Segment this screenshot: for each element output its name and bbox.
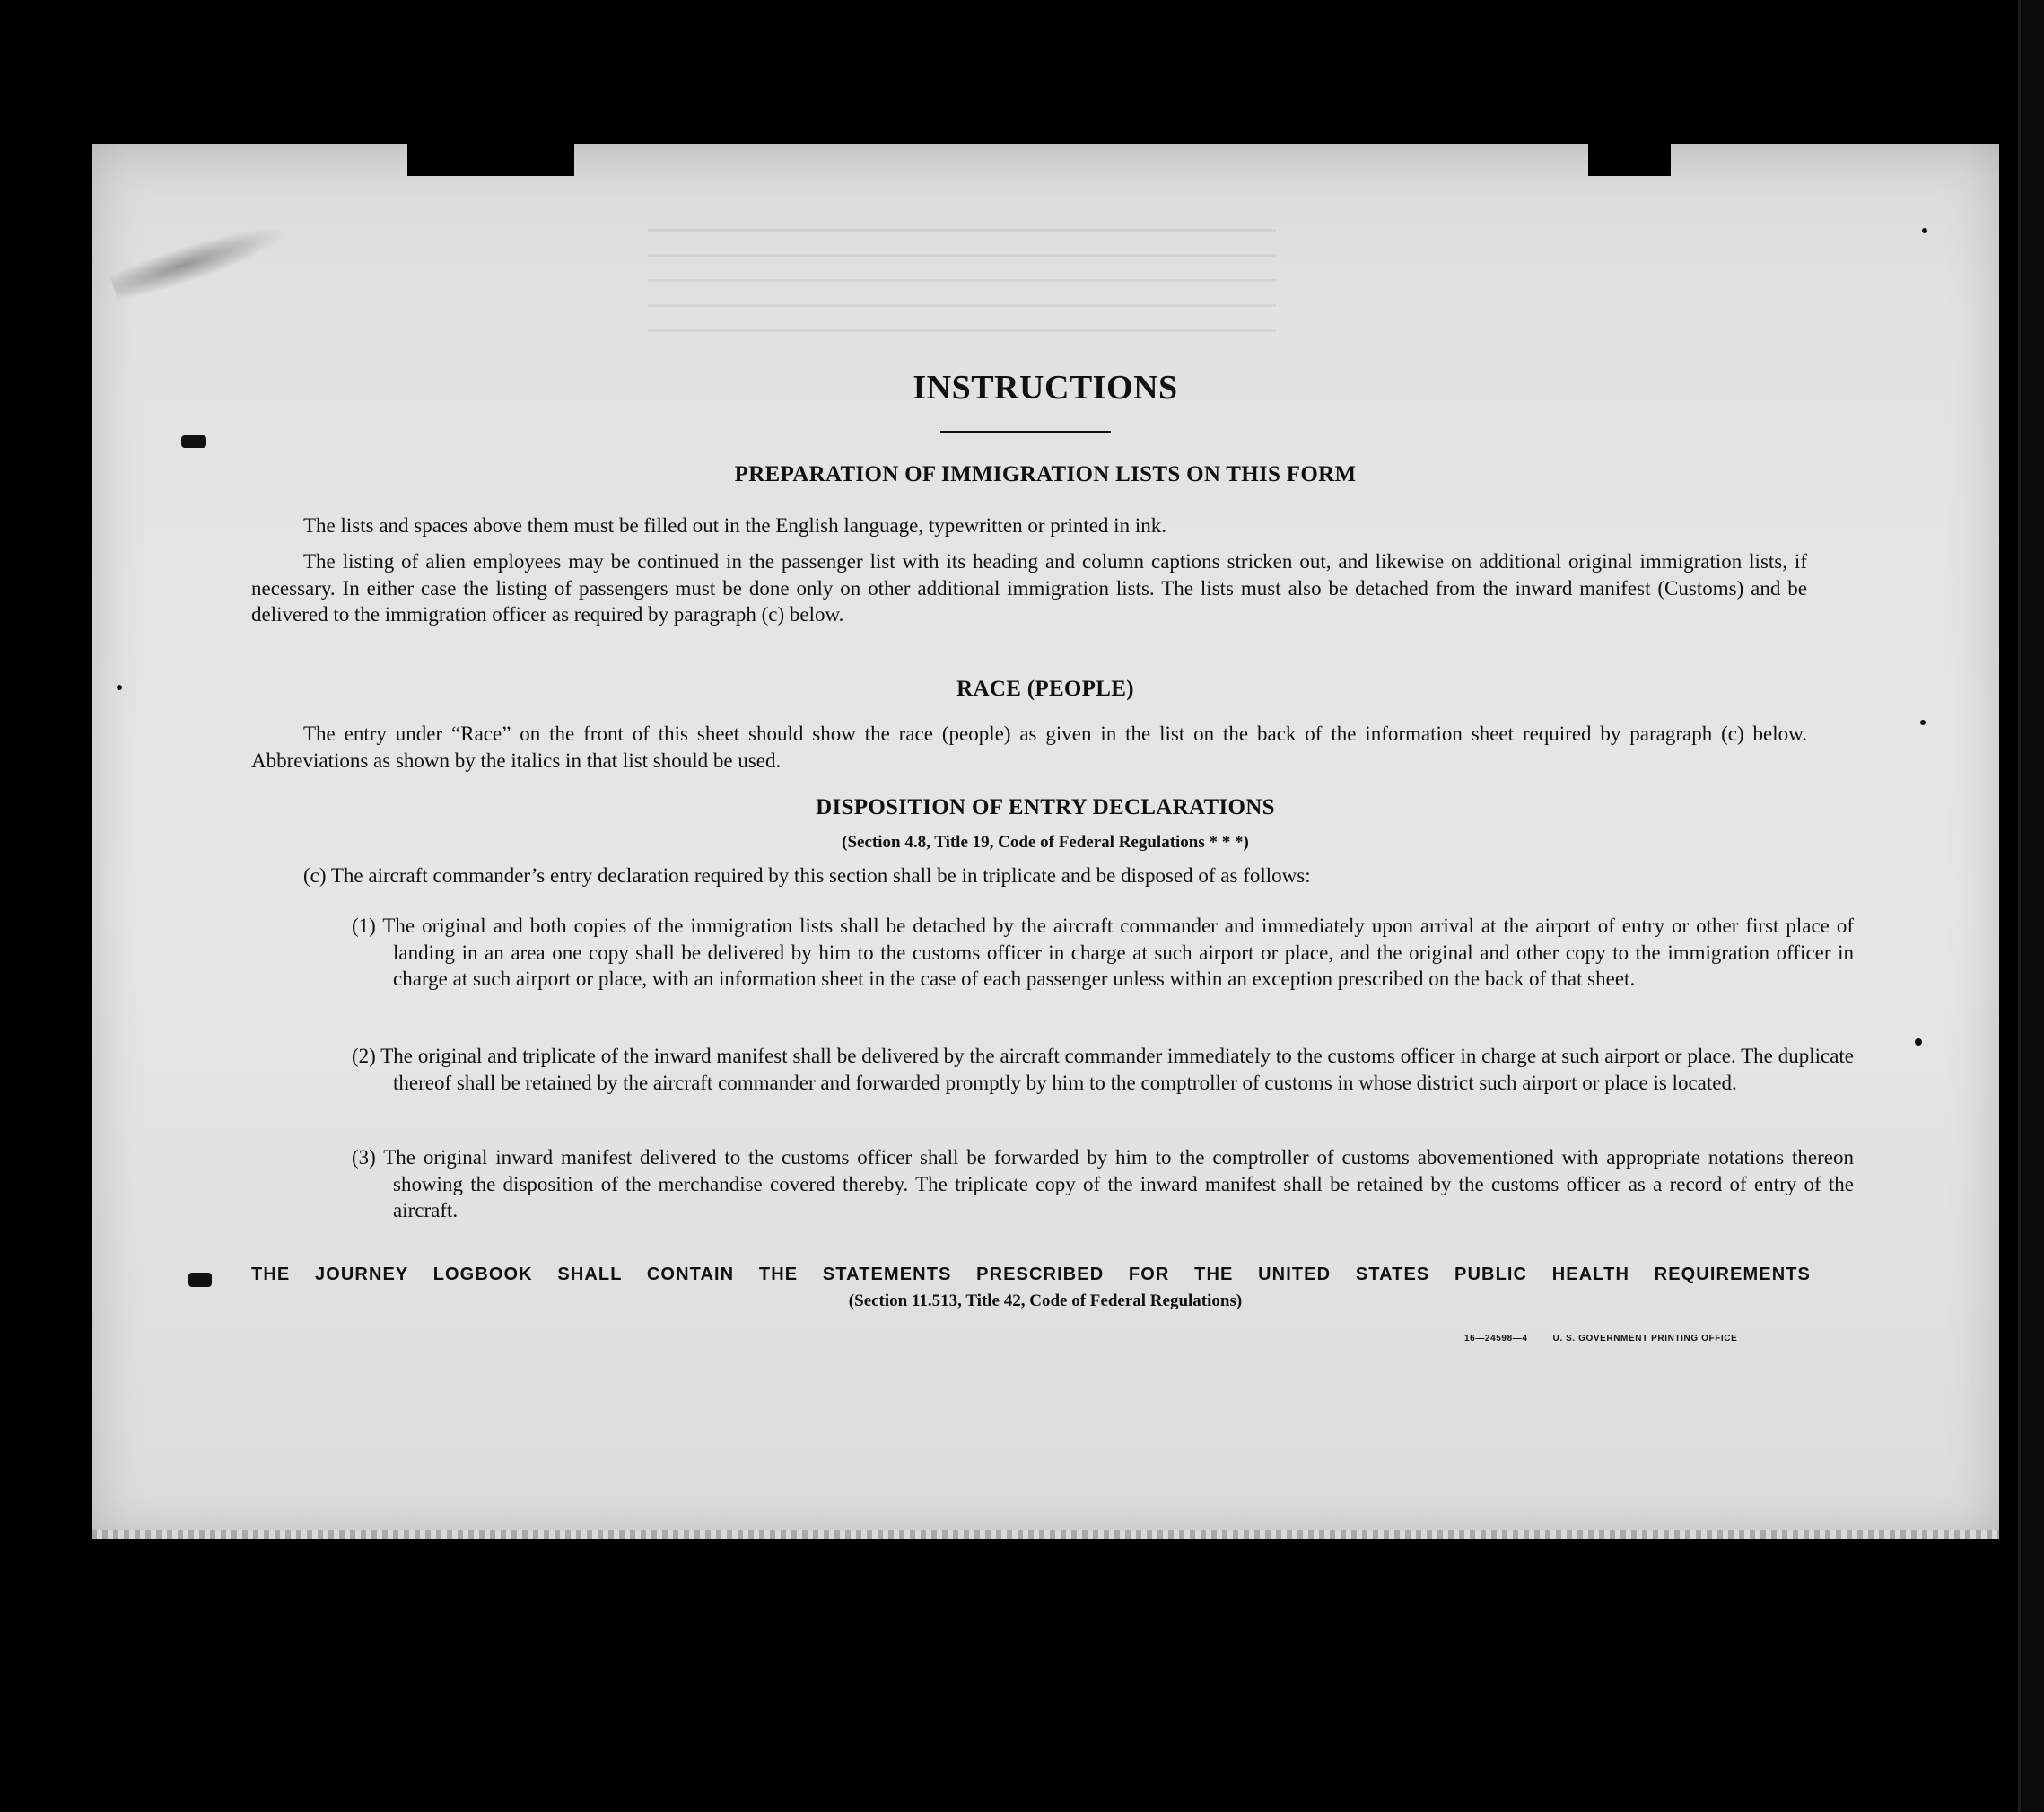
binding-tab-right (1588, 144, 1671, 176)
binding-tab-left (407, 144, 574, 176)
document-sheet (92, 144, 1999, 1539)
speck-mark (1920, 720, 1926, 725)
clause-c: (c) The aircraft commander’s entry declaration required by this section shall be in triplicate and be disposed of as follows: (303, 864, 1311, 887)
disposition-citation: (Section 4.8, Title 19, Code of Federal Regulations * * *) (842, 833, 1249, 852)
form-number: 16—24598—4 (1464, 1334, 1528, 1344)
bleed-through-ghost (648, 229, 1276, 337)
printer-name: U. S. GOVERNMENT PRINTING OFFICE (1552, 1334, 1738, 1344)
disposition-item-1: (1) The original and both copies of the immigration lists shall be detached by the aircraft commander and immediately upon arrival at the airport of entry or other first place of landing in an area one copy shall be delivered by him to the customs officer in charge at such airport or place, and the original and other copy to the immigration officer in charge at such airport or place, with an information sheet in the case of each passenger unless within an exception prescribed on the back of that sheet. (352, 915, 1854, 990)
film-frame-edge (2018, 0, 2044, 1812)
printer-imprint (1464, 1334, 1762, 1344)
preparation-paragraph-2: The listing of alien employees may be continued in the passenger list with its heading and column captions stricken out, and likewise on additional original immigration lists, if necessary. In either case the listing of passengers must be done only on other additional immigration lists. The lists must also be detached from the inward manifest (Customs) and be delivered to the immigration officer as required by paragraph (c) below. (251, 550, 1807, 626)
page-title: INSTRUCTIONS (913, 369, 1178, 407)
race-paragraph: The entry under “Race” on the front of this sheet should show the race (people) as given in the list on the back of the information sheet required by paragraph (c) below. Abbreviations as shown by the italics in that list should be used. (251, 722, 1807, 772)
punch-mark (188, 1273, 212, 1287)
logbook-citation: (Section 11.513, Title 42, Code of Federal Regulations) (848, 1291, 1243, 1310)
race-heading: RACE (PEOPLE) (956, 677, 1134, 701)
speck-mark (1915, 1038, 1922, 1046)
disposition-item-3: (3) The original inward manifest delivered to the customs officer shall be forwarded by him to the comptroller of customs abovementioned with appropriate notations thereon showing the disposition of the merchandise covered thereby. The triplicate copy of the inward manifest shall be retained by the customs officer as a record of entry of the aircraft. (352, 1146, 1854, 1221)
perforated-edge (92, 1530, 1999, 1539)
disposition-item-2: (2) The original and triplicate of the inward manifest shall be delivered by the aircraft commander immediately to the customs officer in charge at such airport or place. The duplicate thereof shall be retained by the aircraft commander and forwarded promptly by him to the comptroller of customs in whose district such airport or place is located. (352, 1045, 1854, 1094)
preparation-heading: PREPARATION OF IMMIGRATION LISTS ON THIS FORM (734, 462, 1357, 486)
preparation-paragraph-1: The lists and spaces above them must be filled out in the English language, typewritten or printed in ink. (303, 514, 1166, 537)
logbook-statement: THE JOURNEY LOGBOOK SHALL CONTAIN THE STATEMENTS PRESCRIBED FOR THE UNITED STATES PUBLIC HEALTH REQUIREMENTS (251, 1265, 1811, 1284)
speck-mark (1922, 228, 1927, 233)
title-rule (940, 431, 1111, 433)
paper-smudge (109, 215, 291, 305)
punch-mark (181, 435, 206, 448)
disposition-heading: DISPOSITION OF ENTRY DECLARATIONS (816, 795, 1275, 819)
